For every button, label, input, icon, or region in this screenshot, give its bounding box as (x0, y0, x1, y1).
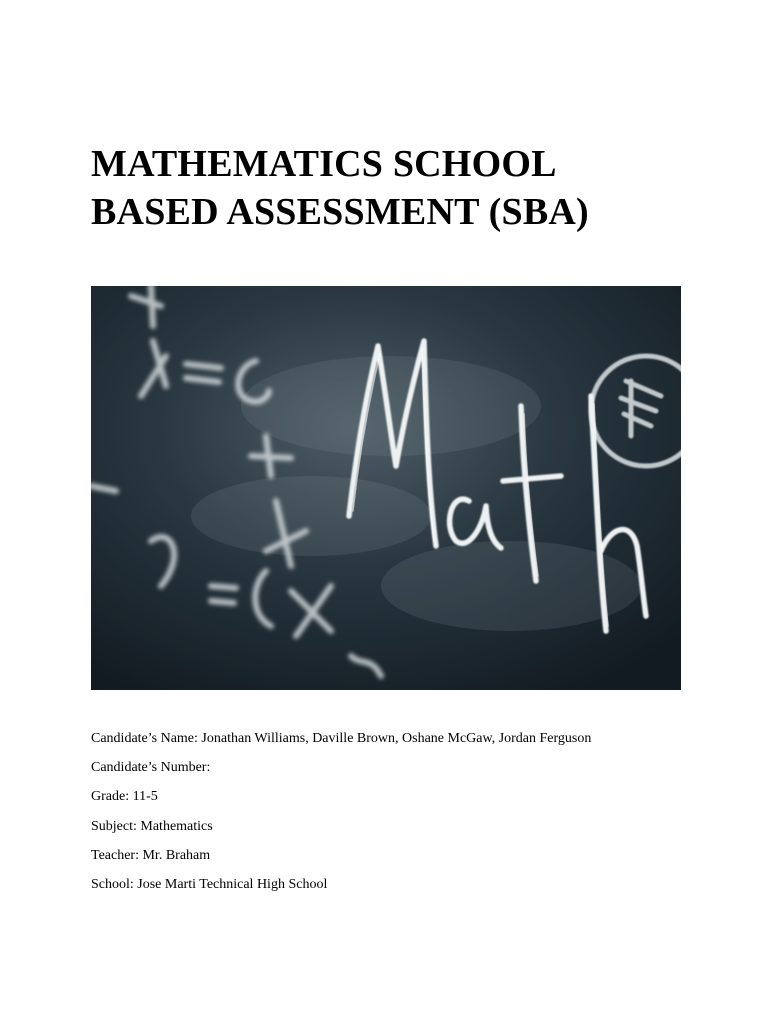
detail-label: Candidate’s Number: (91, 760, 211, 776)
cover-image-chalkboard (91, 286, 681, 690)
detail-teacher (91, 848, 731, 864)
detail-subject (91, 819, 731, 835)
candidate-details (91, 731, 731, 906)
detail-label: Candidate’s Name: (91, 731, 198, 746)
chalkboard-illustration (91, 286, 681, 690)
detail-label: Subject: (91, 818, 137, 834)
detail-candidate-name (91, 731, 731, 747)
detail-label: School: (91, 876, 134, 892)
detail-school (91, 877, 731, 893)
detail-label: Grade: (91, 789, 130, 805)
document-title (91, 140, 691, 236)
detail-candidate-number (91, 760, 731, 776)
detail-value: Mr. Braham (142, 847, 211, 863)
detail-grade (91, 789, 731, 805)
detail-value: 11-5 (132, 789, 158, 805)
detail-value: Jonathan Williams, Daville Brown, Oshane McGaw, Jordan Ferguson (201, 731, 592, 746)
detail-value: Jose Marti Technical High School (137, 876, 328, 892)
detail-label: Teacher: (91, 847, 139, 863)
title-line-1: MATHEMATICS SCHOOL (91, 143, 557, 185)
detail-value: Mathematics (140, 818, 213, 834)
title-line-2: BASED ASSESSMENT (SBA) (91, 191, 589, 233)
